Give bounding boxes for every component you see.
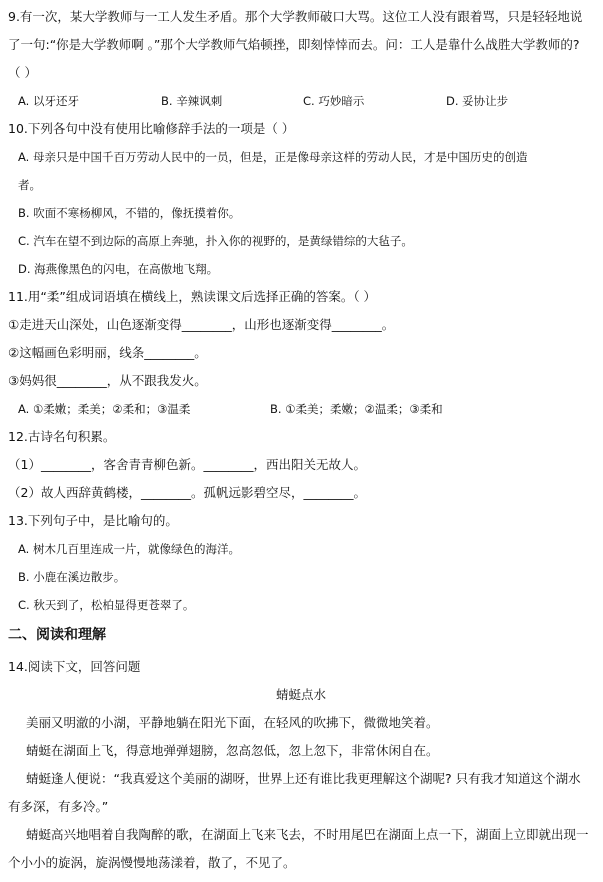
q11-sentence-2: ②这幅画色彩明丽，线条________。 xyxy=(8,345,207,360)
passage-paragraph-1: 美丽又明澈的小湖，平静地躺在阳光下面，在轻风的吹拂下，微微地笑着。 xyxy=(26,715,439,730)
q9-line-2: 了一句:“你是大学教师啊 。”那个大学教师气焰顿挫，即刻悻悻而去。问：工人是靠什么战胜大学教师的? xyxy=(8,37,580,52)
q11-option-b: B. ①柔美；柔嫩；②温柔；③柔和 xyxy=(270,402,443,416)
passage-paragraph-4-line-2: 个小小的旋涡，旋涡慢慢地荡漾着，散了，不见了。 xyxy=(8,855,296,870)
q12-stem: 12.古诗名句积累。 xyxy=(8,429,116,444)
q9-option-d: D. 妥协让步 xyxy=(446,94,509,108)
q13-option-a: A. 树木几百里连成一片，就像绿色的海洋。 xyxy=(18,542,240,556)
passage-paragraph-2: 蜻蜓在湖面上飞，得意地弹弹翅膀，忽高忽低，忽上忽下，非常休闲自在。 xyxy=(26,743,439,758)
q10-option-a-line-1: A. 母亲只是中国千百万劳动人民中的一员，但是，正是像母亲这样的劳动人民，才是中国历史的创造 xyxy=(18,150,528,164)
q12-line-2: （2）故人西辞黄鹤楼，________。孤帆远影碧空尽，________。 xyxy=(8,485,366,500)
q11-stem: 11.用“柔”组成词语填在横线上，熟读课文后选择正确的答案。（ ） xyxy=(8,289,377,304)
q13-stem: 13.下列句子中，是比喻句的。 xyxy=(8,513,178,528)
q9-option-c: C. 巧妙暗示 xyxy=(303,94,365,108)
q10-stem: 10.下列各句中没有使用比喻修辞手法的一项是（ ） xyxy=(8,121,295,136)
section-heading: 二、阅读和理解 xyxy=(8,627,106,643)
q12-line-1: （1）________，客舍青青柳色新。________，西出阳关无故人。 xyxy=(8,457,366,472)
q10-option-b: B. 吹面不寒杨柳风，不错的，像抚摸着你。 xyxy=(18,206,241,220)
q9-option-a: A. 以牙还牙 xyxy=(18,94,79,108)
q14-stem: 14.阅读下文，回答问题 xyxy=(8,659,141,674)
q10-option-a-line-2: 者。 xyxy=(18,178,41,192)
passage-paragraph-3-line-1: 蜻蜓逢人便说：“我真爱这个美丽的湖呀，世界上还有谁比我更理解这个湖呢? 只有我才知道这个湖水 xyxy=(26,771,581,786)
q10-option-c: C. 汽车在望不到边际的高原上奔驰，扑入你的视野的，是黄绿错综的大毡子。 xyxy=(18,234,413,248)
q13-option-b: B. 小鹿在溪边散步。 xyxy=(18,570,126,584)
passage-paragraph-3-line-2: 有多深，有多冷。” xyxy=(8,799,109,814)
q9-line-1: 9.有一次，某大学教师与一工人发生矛盾。那个大学教师破口大骂。这位工人没有跟着骂，只是轻轻地说 xyxy=(8,9,583,24)
q11-option-a: A. ①柔嫩；柔美；②柔和；③温柔 xyxy=(18,402,191,416)
q9-option-b: B. 辛辣讽刺 xyxy=(161,94,223,108)
q11-sentence-1: ①走进天山深处，山色逐渐变得________，山形也逐渐变得________。 xyxy=(8,317,395,332)
q11-sentence-3: ③妈妈很________，从不跟我发火。 xyxy=(8,373,207,388)
q10-option-d: D. 海燕像黑色的闪电，在高傲地飞翔。 xyxy=(18,262,219,276)
q9-answer-paren: （ ） xyxy=(8,65,37,80)
passage-title: 蜻蜓点水 xyxy=(276,687,327,702)
passage-paragraph-4-line-1: 蜻蜓高兴地唱着自我陶醉的歌，在湖面上飞来飞去，不时用尾巴在湖面上点一下，湖面上立即就出现一 xyxy=(26,827,589,842)
q13-option-c: C. 秋天到了，松柏显得更苍翠了。 xyxy=(18,598,195,612)
